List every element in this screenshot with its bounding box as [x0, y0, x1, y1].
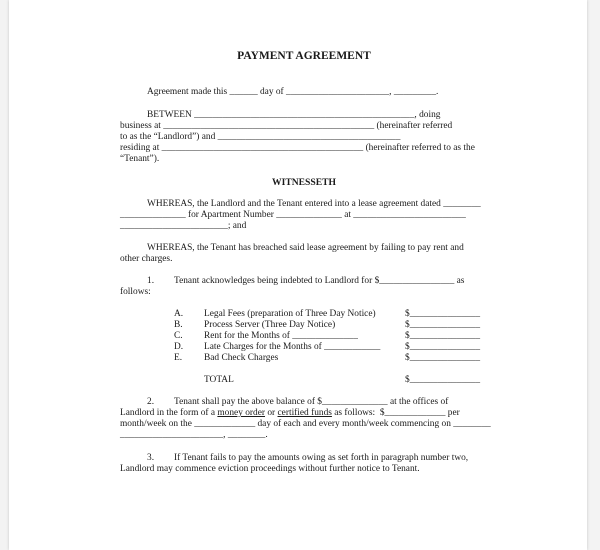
charge-letter: A. [174, 309, 184, 319]
charge-label: Process Server (Three Day Notice) [204, 320, 336, 330]
document-title: PAYMENT AGREEMENT [237, 50, 371, 62]
between-line-1: BETWEEN _______________________________________________, doing [147, 110, 441, 120]
item1-line-2: follows: [120, 287, 151, 297]
charge-amount: $_______________ [405, 342, 480, 352]
charge-amount: $_______________ [405, 353, 480, 363]
between-line-2: business at _____________________________________________ (hereinafter referred [120, 121, 453, 131]
item3-line-2: Landlord may commence eviction proceedings without further notice to Tenant. [120, 464, 420, 474]
charge-label: Legal Fees (preparation of Three Day Notice) [204, 309, 376, 319]
item2-line-2-pre: Landlord in the form of a [120, 408, 218, 418]
between-line-3: to as the “Landlord”) and _______________________________________ [120, 132, 401, 142]
charge-letter: D. [174, 342, 184, 352]
document-page [9, 0, 587, 550]
whereas1-line-1: WHEREAS, the Landlord and the Tenant entered into a lease agreement dated ________ [147, 199, 481, 209]
intro-line: Agreement made this ______ day of ______________________, _________. [147, 87, 439, 97]
item3-line-1: If Tenant fails to pay the amounts owing as set forth in paragraph number two, [174, 453, 469, 463]
charge-amount: $_______________ [405, 320, 480, 330]
total-label: TOTAL [204, 375, 234, 385]
charge-label: Bad Check Charges [204, 353, 279, 363]
charge-amount: $_______________ [405, 331, 480, 341]
item2-line-2 [120, 408, 460, 419]
charge-letter: E. [174, 353, 183, 363]
item2-line-2-mid: or [265, 408, 278, 418]
item1-line-1: Tenant acknowledges being indebted to Landlord for $________________ as [174, 276, 465, 286]
charge-label: Late Charges for the Months of ____________ [204, 342, 381, 352]
certified-funds-text: certified funds [277, 408, 332, 418]
charge-amount: $_______________ [405, 309, 480, 319]
between-line-5: “Tenant”). [120, 154, 160, 164]
whereas1-line-3: _______________________; and [120, 221, 247, 231]
item2-line-2-post: as follows: $_____________ per [331, 408, 460, 418]
charge-label: Rent for the Months of ______________ [204, 331, 358, 341]
charge-letter: B. [174, 320, 183, 330]
item2-line-1: Tenant shall pay the above balance of $______________ at the offices of [174, 397, 449, 407]
item3-number: 3. [147, 453, 155, 463]
item1-number: 1. [147, 276, 155, 286]
charge-letter: C. [174, 331, 183, 341]
witnesseth-heading: WITNESSETH [272, 177, 336, 188]
total-amount: $_______________ [405, 375, 480, 385]
whereas2-line-2: other charges. [120, 254, 173, 264]
item2-line-3: month/week on the _____________ day of each and every month/week commencing on ________ [120, 419, 491, 429]
money-order-text: money order [217, 408, 266, 418]
item2-number: 2. [147, 397, 155, 407]
item2-line-4: ______________________, ________. [120, 430, 268, 440]
whereas2-line-1: WHEREAS, the Tenant has breached said lease agreement by failing to pay rent and [147, 243, 464, 253]
whereas1-line-2: ______________ for Apartment Number ______________ at ________________________ [120, 210, 466, 220]
between-line-4: residing at ___________________________________________ (hereinafter referred to as the [120, 143, 475, 153]
